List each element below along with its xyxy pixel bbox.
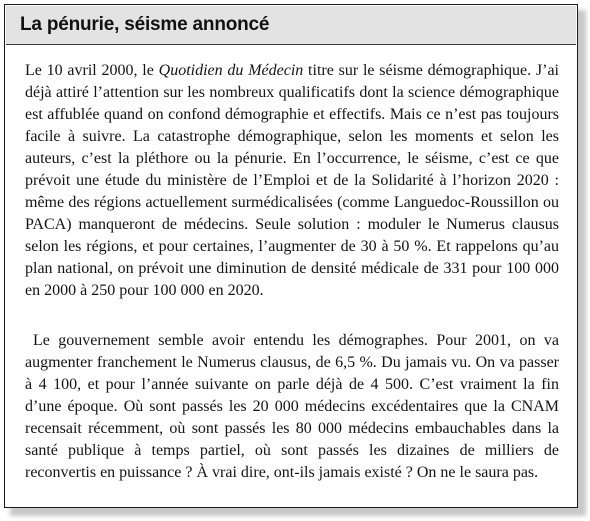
paragraph-1 <box>25 60 559 302</box>
article-box <box>4 4 578 508</box>
paragraph-2-text: Le gouvernement semble avoir entendu les démographes. Pour 2001, on va augmenter franchement le Numerus clausus, de 6,5 %. Du jamais vu. On va passer à 4 100, et pour l’année suivante on parle déjà de 4 500. C’est vraiment la fin d’une époque. Où sont passés les 20 000 médecins excédentaires que la CNAM recensait récemment, où sont passés les 80 000 médecins embauchables dans la santé publique à temps partiel, où sont passés les dizaines de milliers de reconvertis en puissance ? À vrai dire, ont-ils jamais existé ? On ne le saura pas. <box>25 332 559 481</box>
publication-title: Quotidien du Médecin <box>158 62 304 79</box>
box-title: La pénurie, séisme annoncé <box>20 14 270 35</box>
paragraph-1-lead: Le 10 avril 2000, le <box>25 62 159 79</box>
paragraph-1-text: titre sur le séisme démographique. J’ai déjà attiré l’attention sur les nombreux qualificatifs dont la science démographique est affublée quand on confond démographie et effectifs. Mais ce n’est pas toujours facile à suivre. La catastrophe démographique, selon les moments et selon les auteurs, c’est la pléthore ou la pénurie. En l’occurrence, le séisme, c’est ce que prévoit une étude du ministère de l’Emploi et de la Solidarité à l’horizon 2020 : même des régions actuellement surmédicalisées (comme Languedoc-Roussillon ou PACA) manqueront de médecins. Seule solution : moduler le Numerus clausus selon les régions, et pour certaines, l’augmenter de 30 à 50 %. Et rappelons qu’au plan national, on prévoit une diminution de densité médicale de 331 pour 100 000 en 2000 à 250 pour 100 000 en 2020. <box>25 62 559 299</box>
paragraph-2 <box>25 330 559 484</box>
title-bar <box>6 6 576 45</box>
